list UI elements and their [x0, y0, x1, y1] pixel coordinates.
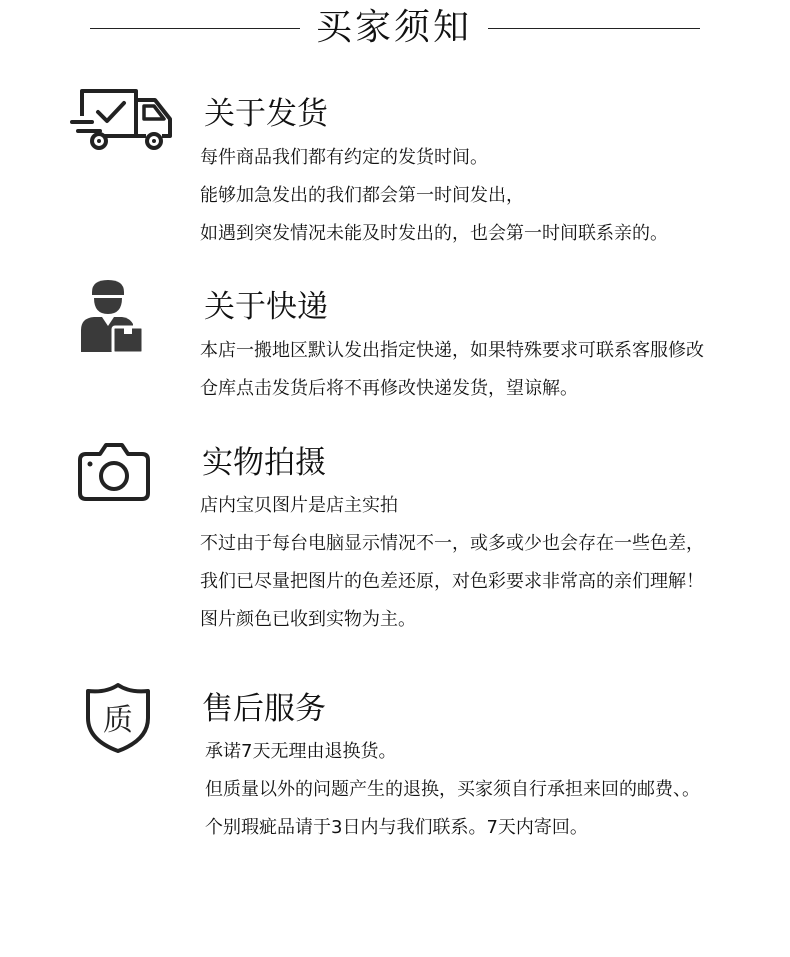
quality-shield-label: 质: [103, 703, 133, 738]
header-rule-right: [488, 28, 700, 29]
text-line: 如遇到突发情况未能及时发出的，也会第一时间联系亲的。: [200, 223, 668, 244]
header-rule-left: [90, 28, 300, 29]
text-line: 我们已尽量把图片的色差还原，对色彩要求非常高的亲们理解！: [200, 571, 704, 592]
text-line: 本店一搬地区默认发出指定快递，如果特殊要求可联系客服修改: [200, 340, 704, 361]
text-line: 店内宝贝图片是店主实拍: [200, 495, 398, 516]
quality-shield-icon: [84, 682, 152, 754]
text-line: 仓库点击发货后将不再修改快递发货，望谅解。: [200, 378, 578, 399]
courier-person-icon: [78, 278, 144, 354]
section-title: 关于发货: [204, 96, 328, 132]
text-line: 个别瑕疵品请于3日内与我们联系。7天内寄回。: [205, 817, 588, 838]
section-title: 关于快递: [204, 289, 328, 325]
text-line: 能够加急发出的我们都会第一时间发出，: [200, 185, 524, 206]
delivery-truck-icon: [70, 86, 176, 154]
section-title: 售后服务: [202, 691, 326, 727]
text-line: 但质量以外的问题产生的退换，买家须自行承担来回的邮费、。: [205, 779, 700, 800]
text-line: 图片颜色已收到实物为主。: [200, 609, 416, 630]
page-title: 买家须知: [315, 7, 472, 48]
text-line: 承诺7天无理由退换货。: [205, 741, 397, 762]
text-line: 每件商品我们都有约定的发货时间。: [200, 147, 488, 168]
camera-icon: [78, 442, 150, 502]
text-line: 不过由于每台电脑显示情况不一，或多或少也会存在一些色差，: [200, 533, 704, 554]
section-title: 实物拍摄: [202, 445, 326, 481]
